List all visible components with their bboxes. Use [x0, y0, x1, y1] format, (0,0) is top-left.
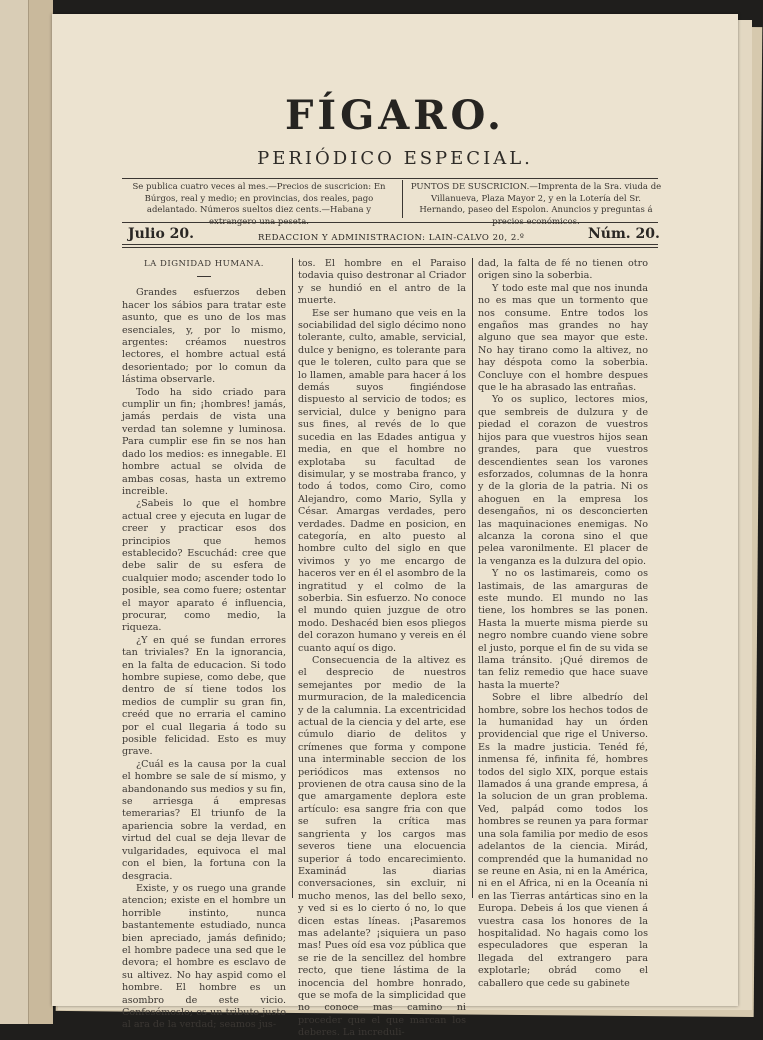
article-column-3 [478, 258, 648, 989]
subscription-points: PUNTOS DE SUSCRICION.—Imprenta de la Sra. viuda de Villanueva, Plaza Mayor 2, y en la Lotería del Sr. Hernando, paseo del Espolon. Anuncios y preguntas á [410, 182, 662, 215]
info-rule [122, 222, 658, 223]
paragraph: ¿Sabeis lo que el hombre actual cree y ejecuta en lugar de creer y practicar esos dos principios que hemos establecido? Escuchád: cree que debe salir de su esfera de cualquier modo; ascender todo lo posible, sea como fuere; ostentar el mayor aparato é influencia, procurar, como medio, la riqueza. [122, 498, 286, 634]
paragraph: Yo os suplico, lectores mios, que sembreis de dulzura y de piedad el corazon de vuestros hijos para que vuestros hijos sean grandes, para que vuestros descendientes sean los varones esforzados, columnas de la honra y de la gloria de la patria. Ni os ahoguen en la empresa los desengaños, ni os desconcierten las maquinaciones enemigas. No alcanza la corona sino el que pelea varonilmente. El placer de la venganza es la dulzura del opio. [478, 394, 648, 567]
newspaper-title: FÍGARO. [285, 92, 505, 139]
paragraph: Todo ha sido criado para cumplir un fin; ¡hombres! jamás, jamás perdais de vista una verdad tan solemne y luminosa. Para cumplir ese fin se nos han dado los medios: es innegable. El hombre actual se olvida de ambas cosas, hasta un extremo increible. [122, 386, 286, 497]
paragraph: Y no os lastimareis, como os lastimais, de las amarguras de este mundo. El mundo no las tiene, los hombres se las ponen. Hasta la muerte misma pierde su negro nombre cuando viene sobre el justo, porque el fin de su vida se llama tránsito. ¡Qué diremos de tan feliz remedio que hace suave hasta la muerte? [478, 568, 648, 691]
column-divider [472, 258, 473, 898]
article-column-1 [122, 258, 286, 1031]
paragraph: tos. El hombre en el Paraiso todavia quiso destronar al Criador y se hundió en el antro de la muerte. [298, 258, 466, 307]
paragraph: Grandes esfuerzos deben hacer los sábios para tratar este asunto, que es uno de los mas esenciales, y, por lo mismo, argentes: créamos nuestros lectores, el hombre actual está desorientado; por lo comun da lástima observarle. [122, 287, 286, 386]
issue-number: Núm. 20. [588, 226, 660, 242]
office-address: REDACCION Y ADMINISTRACION: LAIN-CALVO 20, 2.º [258, 233, 525, 243]
book-spine [28, 0, 53, 1024]
newspaper-page [52, 14, 738, 1039]
newspaper-subtitle: PERIÓDICO ESPECIAL. [257, 148, 533, 169]
header-rule [122, 244, 658, 245]
paragraph: Existe, y os ruego una grande atencion; existe en el hombre un horrible instinto, nunca bastantemente estudiado, nunca bien apreciado, jamás definido; el hombre padece una sed que le devora; el hombre es esclavo de su altivez. No hay aspid como el hombre. El hombre es un asombro de este vicio. Confesémoslo; es un tributo justo al ara de la verdad; seamos jus- [122, 882, 286, 1031]
paragraph: ¿Y en qué se fundan errores tan triviales? En la ignorancia, en la falta de educacion. Si todo hombre supiese, como debe, que dentro de sí tiene todos los medios de cumplir su gran fin, creéd que no erraria el camino por el cual llegaria á todo su posible felicidad. Esto es muy grave. [122, 634, 286, 758]
paragraph: Ese ser humano que veis en la sociabilidad del siglo décimo nono tolerante, culto, amable, servicial, dulce y benigno, es tolerante para que le toleren, culto para que se lo llamen, amable para hacer á los demás suyos fingiéndose dispuesto al servicio de todos; es servicial, dulce y benigno para sus fines, al revés de lo que sucedia en las Edades antigua y media, en que el hombre no explotaba su facultad de disimular, y se mostraba franco, y todo á todos, como Ciro, como Alejandro, como Mario, Sylla y César. Amargas verdades, pero verdades. Dadme en posicion, en categoría, en alto puesto al hombre culto del siglo en que vivimos y yo me encargo de haceros ver en él el asombro de la ingratitud y el colmo de la soberbia. Sin esfuerzo. No conoce el mundo quien juzgue de otro modo. Deshacéd bien esos pliegos del corazon humano y vereis en él cuanto aquí os digo. [298, 307, 466, 654]
issue-date: Julio 20. [128, 226, 195, 242]
paragraph: Sobre el libre albedrío del hombre, sobre los hechos todos de la humanidad hay un órden providencial que rige el Universo. Es la madre justicia. Tenéd fé, inmensa fé, infinita fé, hombres todos del siglo XIX, porque estais llamados á una grande empresa, á la solucion de un gran problema. Ved, palpád como todos los hombres se reunen ya para formar una sola familia por medio de esos adelantos de la ciencia. Mirád, comprendéd que la humanidad no se reune en Asia, ni en la América, ni en el Africa, ni en la Oceanía ni en las Tierras antárticas sino en la Europa. Debeis á los que vienen á vuestra casa los honores de la hospitalidad. No hagais como los especuladores que esperan la llegada del extrangero para explotarle; obrád como el caballero que cede su gabinete [478, 692, 648, 989]
article-column-2 [298, 258, 466, 1039]
column-divider [292, 258, 293, 898]
info-divider [402, 180, 403, 218]
heading-dash [197, 276, 211, 277]
paragraph: Y todo este mal que nos inunda no es mas que un tormento que nos consume. Entre todos los engaños mas grandes no hay alguno que sea mayor que este. No hay tirano como la altivez, no hay déspota como la soberbia. Concluye con el hombre despues que le ha abrasado las entrañas. [478, 282, 648, 394]
article-heading: LA DIGNIDAD HUMANA. [144, 259, 264, 269]
paragraph: Consecuencia de la altivez es el desprecio de nuestros semejantes por medio de la murmuracion, de la maledicencia y de la calumnia. La excentricidad actual de la ciencia y del arte, ese cúmulo diario de delitos y crímenes que forma y compone una interminable seccion de los periódicos mas extensos no provienen de otra causa sino de la que amargamente deplora este artículo: esa sangre fria con que se sufren la crítica mas sangrienta y los cargos mas severos tiene una elocuencia superior á todo encarecimiento. Examinád las diarias conversaciones, sin excluir, ni mucho menos, las del bello sexo, y ved si es lo cierto ó no, lo que dicen estas líneas. ¡Pasaremos mas adelante? ¡siquiera un paso mas! Pues oíd esa voz pública que se rie de la sencillez del hombre recto, que tiene lástima de la inocencia del hombre honrado, que se mofa de la simplicidad que no conoce mas camino ni proceder que el que marcan los deberes. La increduli- [298, 655, 466, 1039]
subscription-prices: Se publica cuatro veces al mes.—Precios de suscricion: En Búrgos, real y medio; en provincias, dos reales, pago adelantado. Números sueltos diez cents.—Habana y [132, 182, 386, 215]
paragraph: dad, la falta de fé no tienen otro origen sino la soberbia. [478, 258, 648, 282]
top-rule [122, 178, 658, 179]
header-rule [122, 247, 658, 248]
paragraph: ¿Cuál es la causa por la cual el hombre se sale de sí mismo, y abandonando sus medios y su fin, se arriesga á empresas temerarias? El triunfo de la apariencia sobre la verdad, en virtud del cual se deja llevar de vulgaridades, equivoca el mal con el bien, la fortuna con la desgracia. [122, 758, 286, 882]
